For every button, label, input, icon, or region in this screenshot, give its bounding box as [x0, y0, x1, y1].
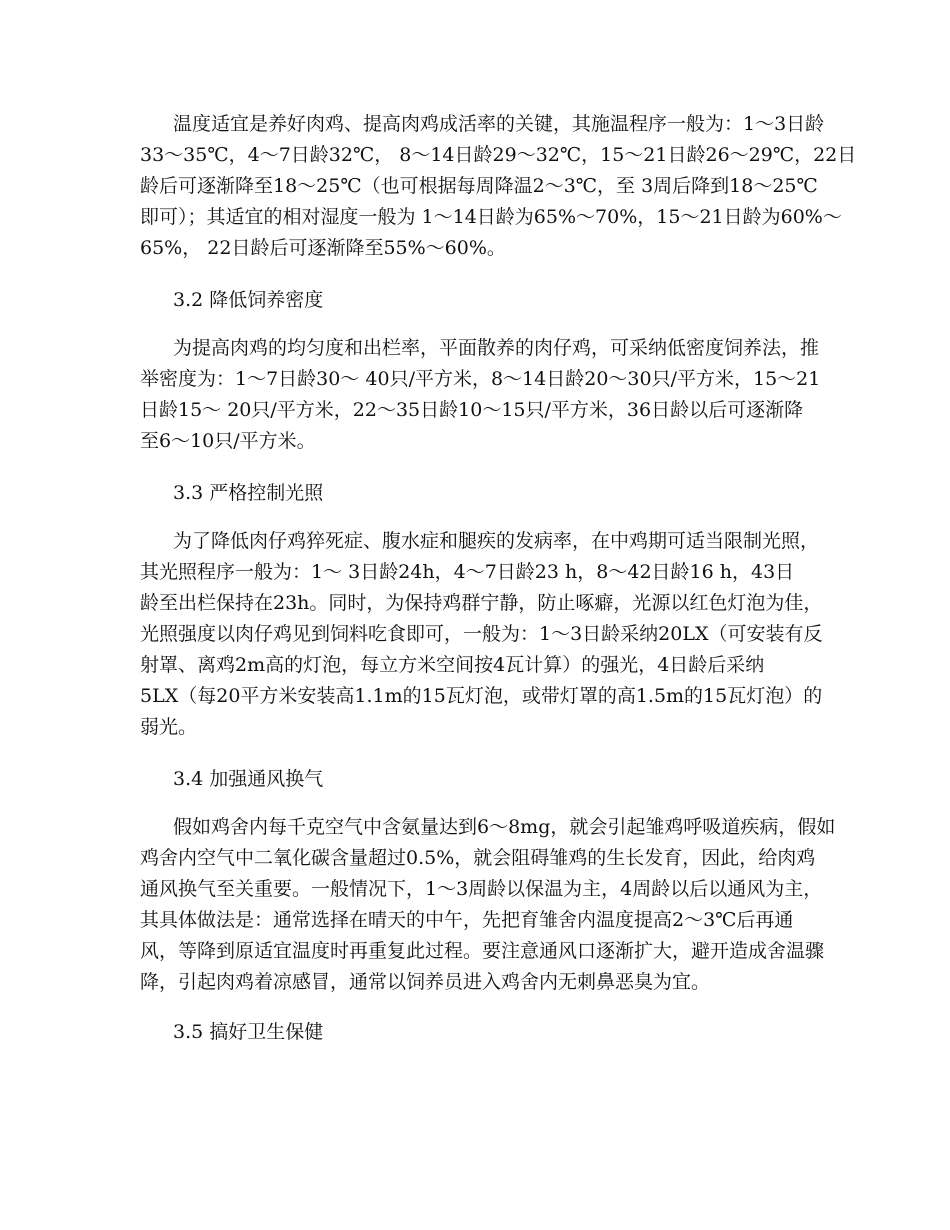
para1-line-2: 33～35℃，4～7日龄32℃， 8～14日龄29～32℃，15～21日龄26～29℃，22日	[140, 144, 857, 166]
para3-line-1: 为了降低肉仔鸡猝死症、腹水症和腿疾的发病率，在中鸡期可适当限制光照，	[173, 530, 820, 552]
para3-line-4: 光照强度以肉仔鸡见到饲料吃食即可，一般为：1～3日龄采纳20LX（可安装有反	[140, 623, 823, 645]
para4-line-3: 通风换气至关重要。一般情况下，1～3周龄以保温为主，4周龄以后以通风为主，	[140, 878, 823, 900]
para3-line-7: 弱光。	[140, 716, 198, 738]
para3-line-5: 射罩、离鸡2m高的灯泡，每立方米空间按4瓦计算）的强光，4日龄后采纳	[140, 654, 765, 676]
section-heading-3-2: 3.2 降低饲养密度	[173, 289, 324, 311]
para1-line-3: 龄后可逐渐降至18～25℃（也可根据每周降温2～3℃，至 3周后降到18～25℃	[140, 175, 818, 197]
section-heading-3-4: 3.4 加强通风换气	[173, 768, 324, 790]
para1-line-1: 温度适宜是养好肉鸡、提高肉鸡成活率的关键，其施温程序一般为：1～3日龄	[173, 113, 825, 135]
para3-line-3: 龄至出栏保持在23h。同时，为保持鸡群宁静，防止啄癖，光源以红色灯泡为佳，	[140, 592, 823, 614]
section-heading-3-5: 3.5 搞好卫生保健	[173, 1021, 324, 1043]
para2-line-2: 举密度为：1～7日龄30～ 40只/平方米，8～14日龄20～30只/平方米，15～21	[140, 368, 821, 390]
para2-line-4: 至6～10只/平方米。	[140, 430, 316, 452]
para4-line-5: 风，等降到原适宜温度时再重复此过程。要注意通风口逐渐扩大，避开造成舍温骤	[140, 940, 825, 962]
para2-line-1: 为提高肉鸡的均匀度和出栏率，平面散养的肉仔鸡，可采纳低密度饲养法，推	[173, 337, 820, 359]
para3-line-2: 其光照程序一般为：1～ 3日龄24h，4～7日龄23 h，8～42日龄16 h，43日	[140, 561, 795, 583]
para1-line-4: 即可）；其适宜的相对湿度一般为 1～14日龄为65%～70%，15～21日龄为60%～	[140, 206, 842, 228]
section-heading-3-3: 3.3 严格控制光照	[173, 482, 324, 504]
para4-line-1: 假如鸡舍内每千克空气中含氨量达到6～8mg，就会引起雏鸡呼吸道疾病，假如	[173, 816, 836, 838]
para4-line-6: 降，引起肉鸡着凉感冒，通常以饲养员进入鸡舍内无刺鼻恶臭为宜。	[140, 971, 711, 993]
para1-line-5: 65%， 22日龄后可逐渐降至55%～60%。	[140, 237, 506, 259]
para2-line-3: 日龄15～ 20只/平方米，22～35日龄10～15只/平方米，36日龄以后可逐渐降	[140, 399, 804, 421]
para4-line-2: 鸡舍内空气中二氧化碳含量超过0.5%，就会阻碍雏鸡的生长发育，因此，给肉鸡	[140, 847, 816, 869]
para4-line-4: 其具体做法是：通常选择在晴天的中午，先把育雏舍内温度提高2～3℃后再通	[140, 909, 794, 931]
para3-line-6: 5LX（每20平方米安装高1.1m的15瓦灯泡，或带灯罩的高1.5m的15瓦灯泡）的	[140, 685, 823, 707]
